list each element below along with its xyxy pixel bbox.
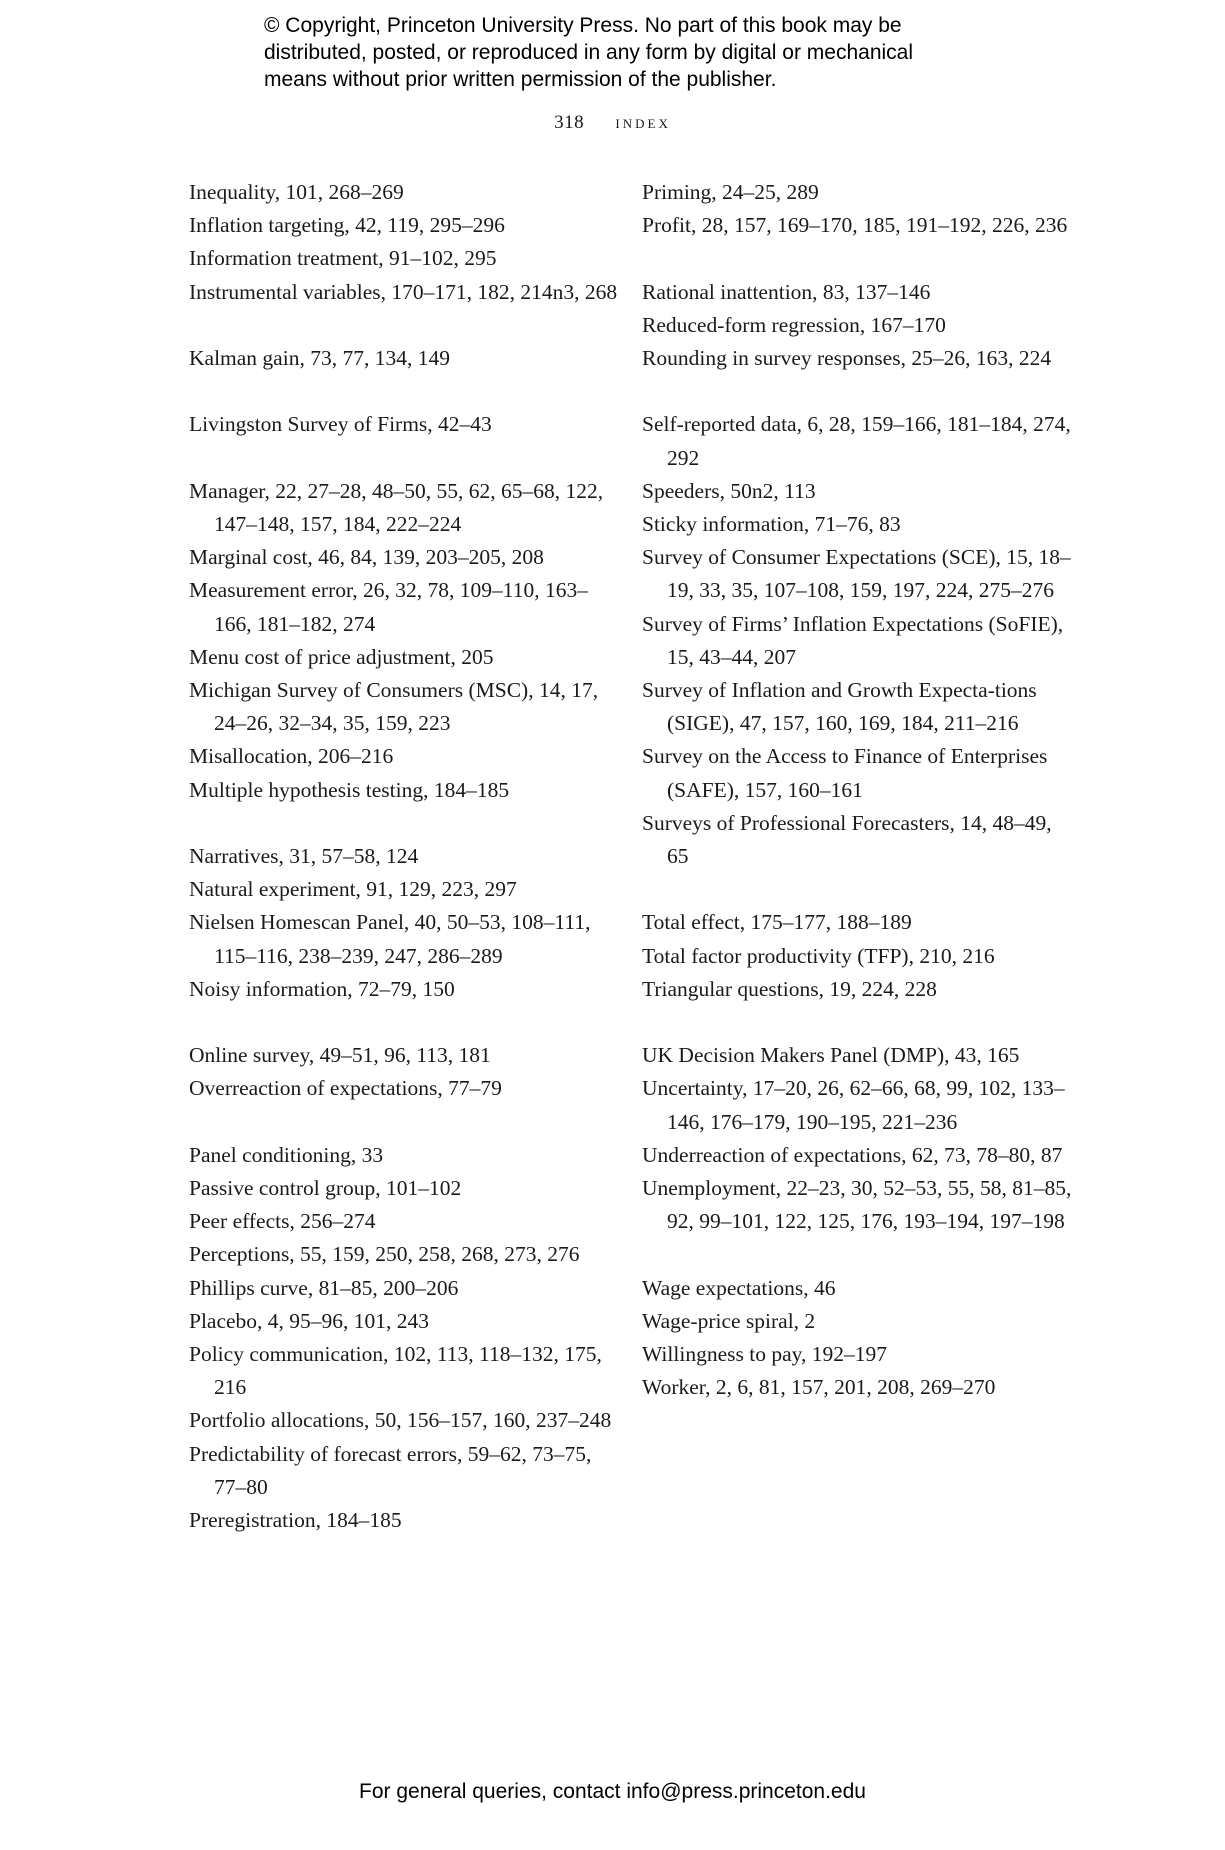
- index-entry: Policy communication, 102, 113, 118–132, 175, 216: [189, 1342, 602, 1400]
- group-gap: [642, 242, 1072, 275]
- index-entry: Wage-price spiral, 2: [642, 1308, 816, 1333]
- page-number: 318: [554, 112, 585, 133]
- index-entry: Uncertainty, 17–20, 26, 62–66, 68, 99, 102, 133–146, 176–179, 190–195, 221–236: [642, 1076, 1065, 1134]
- index-entry: Profit, 28, 157, 169–170, 185, 191–192, 226, 236: [642, 213, 1068, 238]
- index-entry: Total factor productivity (TFP), 210, 216: [642, 943, 995, 968]
- index-entry: Marginal cost, 46, 84, 139, 203–205, 208: [189, 545, 544, 570]
- index-entry: Livingston Survey of Firms, 42–43: [189, 412, 492, 437]
- index-entry: Surveys of Professional Forecasters, 14, 48–49, 65: [642, 810, 1052, 869]
- index-entry: Rational inattention, 83, 137–146: [642, 279, 931, 304]
- group-gap: [642, 1006, 1072, 1039]
- running-head: [0, 112, 1225, 134]
- index-entry: Panel conditioning, 33: [189, 1142, 384, 1167]
- index-entry: Peer effects, 256–274: [189, 1209, 376, 1234]
- index-entry: Manager, 22, 27–28, 48–50, 55, 62, 65–68, 122, 147–148, 157, 184, 222–224: [189, 478, 604, 536]
- index-entry: Total effect, 175–177, 188–189: [642, 910, 912, 935]
- index-entry: Michigan Survey of Consumers (MSC), 14, 17, 24–26, 32–34, 35, 159, 223: [189, 678, 599, 736]
- index-entry: Priming, 24–25, 289: [642, 180, 819, 204]
- group-gap: [189, 375, 619, 408]
- index-entry: Portfolio allocations, 50, 156–157, 160, 237–248: [189, 1408, 612, 1433]
- index-entry: Online survey, 49–51, 96, 113, 181: [189, 1043, 491, 1068]
- index-entry: Menu cost of price adjustment, 205: [189, 644, 494, 669]
- copyright-line: © Copyright, Princeton University Press. No part of this book may be: [264, 14, 902, 37]
- index-entry: Natural experiment, 91, 129, 223, 297: [189, 877, 517, 902]
- group-gap: [642, 375, 1072, 408]
- index-entry: Placebo, 4, 95–96, 101, 243: [189, 1308, 430, 1333]
- group-gap: [189, 807, 619, 840]
- group-gap: [642, 1238, 1072, 1271]
- index-entry: Rounding in survey responses, 25–26, 163, 224: [642, 346, 1052, 370]
- group-gap: [642, 873, 1072, 906]
- index-entry: Multiple hypothesis testing, 184–185: [189, 777, 510, 802]
- group-gap: [189, 1006, 619, 1039]
- index-column-left: [189, 176, 619, 1537]
- index-entry: Predictability of forecast errors, 59–62, 73–75, 77–80: [189, 1441, 592, 1499]
- index-entry: Passive control group, 101–102: [189, 1176, 462, 1200]
- index-entry: Survey of Consumer Expectations (SCE), 15, 18–19, 33, 35, 107–108, 159, 197, 224, 275–276: [642, 545, 1071, 603]
- index-entry: Speeders, 50n2, 113: [642, 478, 816, 503]
- index-entry: Inflation targeting, 42, 119, 295–296: [189, 213, 505, 238]
- copyright-line: distributed, posted, or reproduced in any form by digital or mechanical: [264, 41, 914, 64]
- index-entry: Triangular questions, 19, 224, 228: [642, 976, 937, 1001]
- footer-contact: For general queries, contact info@press.princeton.edu: [359, 1780, 866, 1803]
- index-entry: Misallocation, 206–216: [189, 744, 394, 769]
- index-entry: UK Decision Makers Panel (DMP), 43, 165: [642, 1043, 1020, 1068]
- index-entry: Worker, 2, 6, 81, 157, 201, 208, 269–270: [642, 1375, 996, 1400]
- index-entry: Noisy information, 72–79, 150: [189, 976, 455, 1001]
- index-column-right: [642, 176, 1072, 1404]
- index-entry: Kalman gain, 73, 77, 134, 149: [189, 346, 450, 370]
- index-entry: Inequality, 101, 268–269: [189, 180, 404, 204]
- copyright-line: means without prior written permission of the publisher.: [264, 68, 777, 91]
- index-entry: Underreaction of expectations, 62, 73, 78–80, 87: [642, 1142, 1063, 1167]
- index-entry: Instrumental variables, 170–171, 182, 214n3, 268: [189, 279, 618, 304]
- index-entry: Reduced-form regression, 167–170: [642, 312, 946, 337]
- index-entry: Sticky information, 71–76, 83: [642, 512, 901, 536]
- index-entry: Preregistration, 184–185: [189, 1508, 402, 1533]
- index-entry: Phillips curve, 81–85, 200–206: [189, 1275, 459, 1300]
- index-entry: Perceptions, 55, 159, 250, 258, 268, 273, 276: [189, 1242, 580, 1267]
- index-entry: Nielsen Homescan Panel, 40, 50–53, 108–111, 115–116, 238–239, 247, 286–289: [189, 910, 591, 968]
- index-entry: Narratives, 31, 57–58, 124: [189, 844, 419, 868]
- section-title: index: [615, 112, 671, 133]
- index-entry: Survey on the Access to Finance of Enterprises (SAFE), 157, 160–161: [642, 744, 1048, 802]
- index-entry: Survey of Inflation and Growth Expecta-tions (SIGE), 47, 157, 160, 169, 184, 211–216: [642, 678, 1037, 736]
- copyright-notice: [264, 12, 984, 93]
- index-entry: Measurement error, 26, 32, 78, 109–110, 163–166, 181–182, 274: [189, 578, 588, 636]
- index-entry: Information treatment, 91–102, 295: [189, 246, 497, 271]
- index-entry: Wage expectations, 46: [642, 1275, 836, 1300]
- index-entry: Overreaction of expectations, 77–79: [189, 1076, 502, 1101]
- group-gap: [189, 1106, 619, 1139]
- index-entry: Willingness to pay, 192–197: [642, 1342, 887, 1367]
- index-entry: Unemployment, 22–23, 30, 52–53, 55, 58, 81–85, 92, 99–101, 122, 125, 176, 193–194, 197–198: [642, 1176, 1072, 1234]
- group-gap: [189, 309, 619, 342]
- group-gap: [189, 442, 619, 475]
- index-entry: Self-reported data, 6, 28, 159–166, 181–184, 274, 292: [642, 412, 1071, 470]
- index-entry: Survey of Firms’ Inflation Expectations (SoFIE), 15, 43–44, 207: [642, 611, 1064, 669]
